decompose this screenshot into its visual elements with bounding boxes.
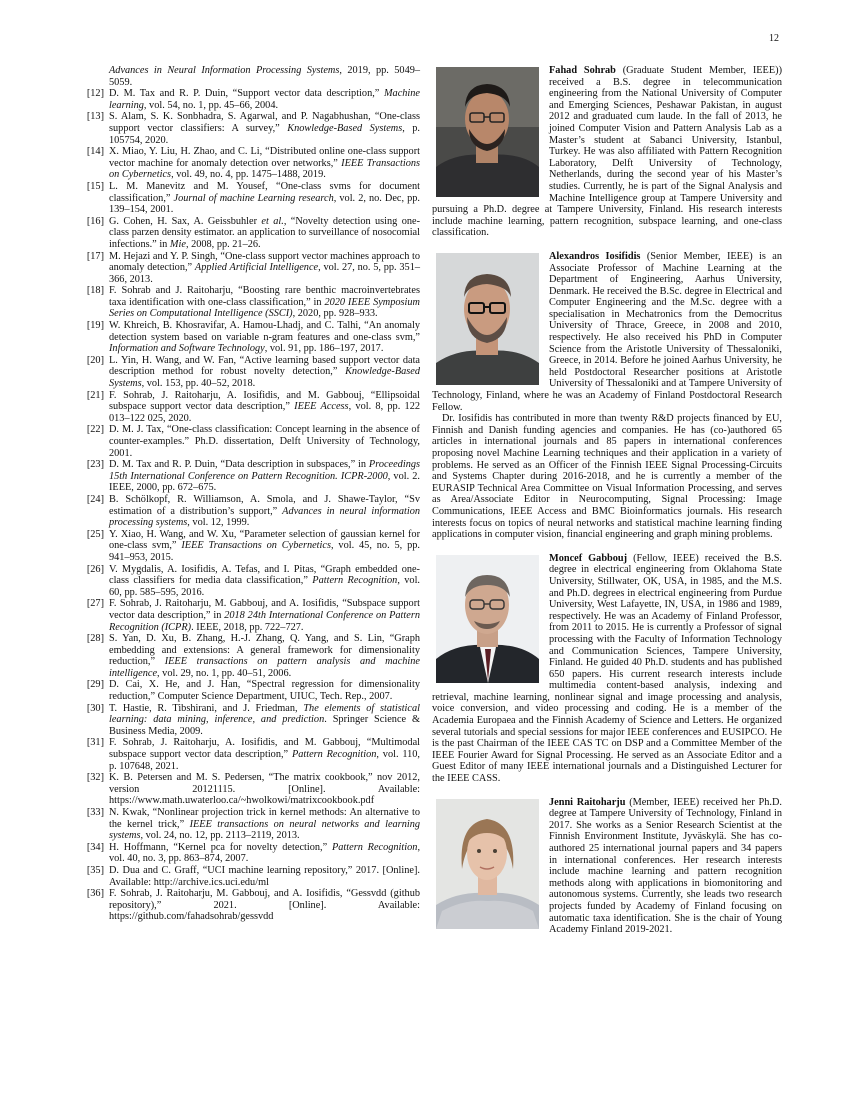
reference-text: . IEEE, 2018, pp. 722–727.: [191, 621, 304, 633]
biographies-column: [432, 65, 782, 936]
reference-venue-text: Machine learning: [109, 88, 420, 111]
reference-number: [13]: [86, 111, 104, 123]
reference-number: [17]: [86, 250, 104, 262]
reference-number: [27]: [86, 598, 104, 610]
bio-moncef-gabbouj: [432, 553, 782, 785]
portrait-photo-alexandros-iosifidis: [436, 253, 539, 385]
reference-venue-text: IEEE Transactions on Cybernetics: [181, 540, 331, 552]
reference-entry: [71, 737, 420, 772]
references-column: [71, 65, 420, 923]
reference-venue-text: IEEE transactions on neural networks and learning systems: [109, 818, 420, 842]
reference-text: D. M. Tax and R. P. Duin, “Data description in subspaces,” in: [109, 459, 369, 471]
reference-number: [19]: [86, 320, 104, 332]
bio-jenni-raitoharju: [432, 797, 782, 936]
reference-text: D. M. J. Tax, “One-class classification: Concept learning in the absence of counter-examples.” Ph.D. dissertation, Delft University of Technology, 2001.: [109, 424, 420, 459]
reference-venue-text: Proceedings 15th International Conference on Pattern Recognition. ICPR-2000: [109, 459, 420, 482]
bio-paragraph: (Senior Member, IEEE) is an Associate Professor of Machine Learning at the Department of Engineering, Aarhus University, Denmark. He received the B.Sc. degree in Electrical and Computer Engineering and the M.Sc. degree with a specialisation in Mechatronics from the Democritus University of Thrace, Greece, in 2008 and 2010, respectively. He also received his PhD in Computer Science from the Aristotle University of Thessaloniki, Greece, in 2014. Before he joined Aarhus University, he held Postdoctoral Researcher positions at Aristotle University of Thessaloniki and at Tampere University of Technology, Finland, where he was an Academy of Finland Postdoctoral Research Fellow.: [432, 250, 783, 413]
bio-paragraph: (Graduate Student Member, IEEE)) received a B.S. degree in telecommunication engineering from the National University of Computer and Emerging Sciences, Peshawar Pakistan, in august 2012 and graduated cum laude. In the fall of 2013, he joined Computer Vision and Pattern Analysis Lab as a Master’s student at Sabanci University, Istanbul, Turkey. He was also affiliated with Pattern Recognition Laboratory, Delft University of Technology, Netherlands, during the second year of his Master’s studies. Currently, he is part of the Signal Analysis and Machine Intelligence group at Tampere University and pursuing a Ph.D. degree at Tampere University, Finland. His research interests include machine learning, pattern recognition, subspace learning, and one-class classification.: [432, 65, 782, 239]
reference-text: , vol. 45, no. 5, pp. 941–953, 2015.: [109, 540, 420, 563]
reference-entry: [71, 807, 420, 842]
reference-entry: [71, 459, 420, 494]
reference-text: F. Sohrab and J. Raitoharju, “Boosting rare benthic macroinvertebrates taxa identification with one-class classification,” in: [109, 285, 420, 308]
reference-number: [12]: [86, 88, 104, 100]
reference-text: S. Alam, S. K. Sonbhadra, S. Agarwal, and P. Nagabhushan, “One-class support vector classifiers: A survey,”: [109, 111, 420, 134]
reference-number: [32]: [86, 772, 104, 784]
reference-number: [15]: [86, 180, 104, 192]
reference-venue-text: et al.: [261, 215, 284, 227]
reference-entry: [71, 424, 420, 459]
reference-text: L. M. Manevitz and M. Yousef, “One-class svms for document classification,”: [109, 180, 420, 204]
bio-name: Moncef Gabbouj: [549, 552, 628, 564]
page-number: 12: [769, 33, 779, 44]
reference-entry: [71, 633, 420, 679]
reference-text: D. M. Tax and R. P. Duin, “Support vector data description,”: [109, 88, 384, 100]
reference-entry: [71, 772, 420, 807]
reference-text: , p. 105754, 2020.: [109, 122, 421, 146]
reference-text: M. Hejazi and Y. P. Singh, “One-class support vector machines approach to anomaly detection,”: [109, 250, 420, 274]
reference-number: [24]: [86, 493, 104, 505]
reference-text: F. Sohrab, J. Raitoharju, A. Iosifidis, and M. Gabbouj, “Multimodal subspace support vector data description,”: [109, 737, 420, 761]
reference-text: , vol. 110, p. 107648, 2021.: [109, 749, 420, 772]
reference-entry: [71, 390, 420, 425]
reference-text: , vol. 2. IEEE, 2000, pp. 672–675.: [109, 470, 420, 494]
reference-number: [30]: [86, 702, 104, 714]
reference-text: X. Miao, Y. Liu, H. Zhao, and C. Li, “Distributed online one-class support vector machine for anomaly detection over networks,”: [109, 146, 420, 169]
reference-entry: [71, 703, 420, 738]
portrait-photo-fahad-sohrab: [436, 67, 539, 197]
reference-number: [35]: [86, 864, 104, 876]
reference-entry: [71, 88, 420, 111]
reference-number: [21]: [86, 389, 104, 401]
reference-entry: [71, 251, 420, 286]
reference-number: [28]: [86, 633, 104, 645]
reference-number: [33]: [86, 807, 104, 818]
reference-text: T. Hastie, R. Tibshirani, and J. Friedman,: [109, 702, 304, 714]
reference-text: N. Kwak, “Nonlinear projection trick in kernel methods: An alternative to the kernel trick,”: [109, 807, 420, 830]
reference-text: , 2019, pp. 5049–5059.: [109, 65, 421, 88]
reference-number: [34]: [86, 841, 104, 853]
reference-text: , 2008, pp. 21–26.: [185, 238, 261, 250]
reference-text: K. B. Petersen and M. S. Pedersen, “The matrix cookbook,” nov 2012, version 20121115. [Online]. Available: https://www.math.uwaterloo.ca/~hwolkowi/matrixcookbook.pdf: [109, 772, 420, 807]
reference-number: [31]: [86, 737, 104, 749]
reference-text: , vol. 40, no. 3, pp. 863–874, 2007.: [109, 841, 421, 865]
reference-entry: [71, 355, 420, 390]
reference-text: , vol. 8, pp. 122 013–122 025, 2020.: [109, 401, 420, 424]
reference-text: D. Dua and C. Graff, “UCI machine learning repository,” 2017. [Online]. Available: http://archive.ics.uci.edu/ml: [109, 864, 420, 888]
reference-entry: [71, 494, 420, 529]
reference-entry: [71, 285, 420, 320]
reference-entry: [71, 320, 420, 355]
reference-number: [20]: [86, 354, 104, 366]
reference-number: [29]: [86, 679, 104, 691]
reference-entry: [71, 146, 420, 181]
reference-text: W. Khreich, B. Khosravifar, A. Hamou-Lhadj, and C. Talhi, “An anomaly detection system based on variable n-gram features and one-class svm,”: [109, 320, 420, 343]
reference-text: , vol. 91, pp. 186–197, 2017.: [264, 343, 384, 355]
reference-number: [22]: [86, 424, 104, 436]
reference-text: , vol. 54, no. 1, pp. 45–66, 2004.: [143, 99, 279, 111]
reference-continuation: [71, 65, 420, 88]
reference-text: L. Yin, H. Wang, and W. Fan, “Active learning based support vector data description method for robust novelty detection,”: [109, 354, 420, 378]
reference-entry: [71, 564, 420, 599]
reference-venue-text: Information and Software Technology: [109, 343, 265, 355]
reference-venue-text: Pattern Recognition: [312, 575, 398, 587]
bio-alexandros-iosifidis: [432, 251, 782, 541]
reference-text: , vol. 153, pp. 40–52, 2018.: [141, 378, 256, 390]
reference-entry: [71, 111, 420, 146]
reference-venue-text: Advances in neural information processing systems: [109, 505, 420, 529]
bio-paragraph: (Fellow, IEEE) received the B.S. degree in electrical engineering from Oklahoma State University, Stillwater, OK, USA, in 1985, and the M.S. and Ph.D. degrees in electrical engineering from Purdue University, West Lafayette, IN, USA, in 1986 and 1989, respectively. He was an Academy of Finland Professor, from 2011 to 2015. He is currently a Professor of signal processing with the Faculty of Information Technology and Communication Sciences, Tampere University, Finland. He guided 40 Ph.D. students and has published 650 papers. His current research interests include multimedia content-based analysis, indexing and retrieval, machine learning, nonlinear signal and image processing and analysis, voice conversion, and video processing and coding. He is a member of the Academia Europaea and the Finnish Academy of Science and Letters. He organized several tutorials and special sessions for major IEEE conferences and EUSIPCO. He is the past Chairman of the IEEE CAS TC on DSP and a Committee Member of the IEEE Fourier Award for Signal Processing. He served as an Associate Editor and a Guest Editor of many IEEE international journals and a Distinguished Lecturer for the IEEE CASS.: [432, 552, 782, 785]
reference-venue-text: Mie: [169, 238, 186, 250]
reference-entry: [71, 842, 420, 865]
reference-text: F. Sohrab, J. Raitoharju, M. Gabbouj, and A. Iosifidis, “Subspace support vector data description,” in: [109, 598, 420, 621]
reference-text: B. Schölkopf, R. Williamson, A. Smola, and J. Shawe-Taylor, “Sv estimation of a distribution’s support,”: [109, 493, 420, 517]
reference-text: S. Yan, D. Xu, B. Zhang, H.-J. Zhang, Q. Yang, and S. Lin, “Graph embedding and extensions: A general framework for dimensionality reduction,”: [109, 633, 420, 668]
reference-text: H. Hoffmann, “Kernel pca for novelty detection,”: [109, 841, 332, 853]
reference-venue-text: IEEE transactions on pattern analysis and machine intelligence: [109, 656, 421, 679]
bio-paragraph: (Member, IEEE) received her Ph.D. degree at Tampere University of Technology, Finland in 2017. She works as a Senior Research Scientist at the Finnish Environment Institute, Jyväskylä. She has co-authored 25 international journal papers and 34 papers in international conferences. Her research interests include machine learning and pattern recognition methods along with applications in biomonitoring and autonomous systems. Currently, she leads two research projects funded by Academy of Finland focusing on automatic taxa identification. She is the chair of Young Academy Finland 2019-2021.: [549, 796, 782, 936]
reference-text: D. Cai, X. He, and J. Han, “Spectral regression for dimensionality reduction,” Computer Science Department, UIUC, Tech. Rep., 2007.: [109, 679, 420, 703]
reference-text: F. Sohrab, J. Raitoharju, M. Gabbouj, and A. Iosifidis, “Gessvdd (github repository),” 2021. [Online]. Available: https://github.com/fahadsohrab/gessvdd: [109, 888, 420, 923]
reference-venue-text: Advances in Neural Information Processing Systems: [109, 65, 340, 76]
portrait-photo-jenni-raitoharju: [436, 799, 539, 929]
reference-number: [25]: [86, 528, 104, 540]
reference-number: [18]: [86, 285, 104, 297]
reference-text: , “Novelty detection using one-class parzen density estimator. an application to surveillance of nosocomial infections.” in: [109, 215, 420, 250]
reference-number: [36]: [86, 888, 104, 900]
reference-venue-text: 2018 24th International Conference on Pattern Recognition (ICPR): [109, 609, 420, 633]
reference-text: , vol. 2, no. Dec, pp. 139–154, 2001.: [109, 192, 421, 216]
reference-text: Y. Xiao, H. Wang, and W. Xu, “Parameter selection of gaussian kernel for one-class svm,”: [109, 528, 420, 552]
reference-venue-text: IEEE Access: [294, 401, 349, 413]
reference-venue-text: Journal of machine Learning research: [173, 192, 334, 204]
reference-number: [23]: [86, 459, 104, 471]
reference-text: , vol. 49, no. 4, pp. 1475–1488, 2019.: [171, 169, 326, 181]
reference-entry: [71, 181, 420, 216]
reference-text: , vol. 12, 1999.: [187, 517, 250, 529]
reference-venue-text: Knowledge-Based Systems: [287, 122, 403, 134]
reference-entry: [71, 216, 420, 251]
reference-text: , vol. 60, pp. 585–595, 2016.: [109, 575, 421, 598]
reference-venue-text: IEEE Transactions on Cybernetics: [109, 157, 420, 181]
bio-name: Jenni Raitoharju: [549, 796, 626, 808]
reference-venue-text: The elements of statistical learning: data mining, inference, and prediction: [109, 702, 421, 726]
reference-text: , 2020, pp. 928–933.: [292, 308, 378, 320]
reference-text: , vol. 24, no. 12, pp. 2113–2119, 2013.: [140, 830, 300, 842]
reference-venue-text: Applied Artificial Intelligence: [194, 262, 319, 274]
bio-name: Alexandros Iosifidis: [549, 250, 641, 262]
reference-text: V. Mygdalis, A. Iosifidis, A. Tefas, and I. Pitas, “Graph embedded one-class classifiers for media data classification,”: [109, 563, 420, 587]
reference-text: , vol. 29, no. 1, pp. 40–51, 2006.: [157, 667, 292, 679]
reference-entry: [71, 598, 420, 633]
reference-text: . Springer Science & Business Media, 2009.: [109, 714, 420, 737]
reference-entry: [71, 529, 420, 564]
reference-entry: [71, 865, 420, 888]
bio-name: Fahad Sohrab: [549, 65, 616, 76]
reference-text: F. Sohrab, J. Raitoharju, A. Iosifidis, and M. Gabbouj, “Ellipsoidal subspace support vector data description,”: [109, 389, 420, 413]
reference-entry: [71, 888, 420, 923]
reference-venue-text: 2020 IEEE Symposium Series on Computational Intelligence (SSCI): [109, 296, 420, 320]
reference-number: [14]: [86, 146, 104, 158]
reference-venue-text: Pattern Recognition: [331, 841, 418, 853]
reference-entry: [71, 679, 420, 702]
reference-text: G. Cohen, H. Sax, A. Geissbuhler: [109, 215, 262, 227]
reference-text: , vol. 27, no. 5, pp. 351–366, 2013.: [109, 262, 420, 285]
bio-paragraph: Dr. Iosifidis has contributed in more than twenty R&D projects financed by EU, Finnish and Danish funding agencies and companies. He has (co-)authored 65 articles in international journals and 85 papers in international conferences proposing novel Machine Learning techniques and their application in a variety of problems. He served as an Officer of the Finnish IEEE Signal Processing-Circuits and Systems Chapter during 2016-2018, and he is currently a member of the EURASIP Technical Area Committee on Visual Information Processing, and serves as Area/Associate Editor in Neurocomputing, Signal Processing: Image Communications, IEEE Access and BMC Bioinformatics journals. His research interests focus on topics of neural networks and statistical machine learning finding applications in computer vision, financial engineering and graph mining problems.: [432, 413, 782, 541]
reference-venue-text: Pattern Recognition: [291, 749, 377, 761]
reference-number: [16]: [86, 215, 104, 227]
reference-venue-text: Knowledge-Based Systems: [109, 366, 420, 390]
bio-fahad-sohrab: [432, 65, 782, 239]
reference-number: [26]: [86, 563, 104, 575]
portrait-photo-moncef-gabbouj: [436, 555, 539, 683]
